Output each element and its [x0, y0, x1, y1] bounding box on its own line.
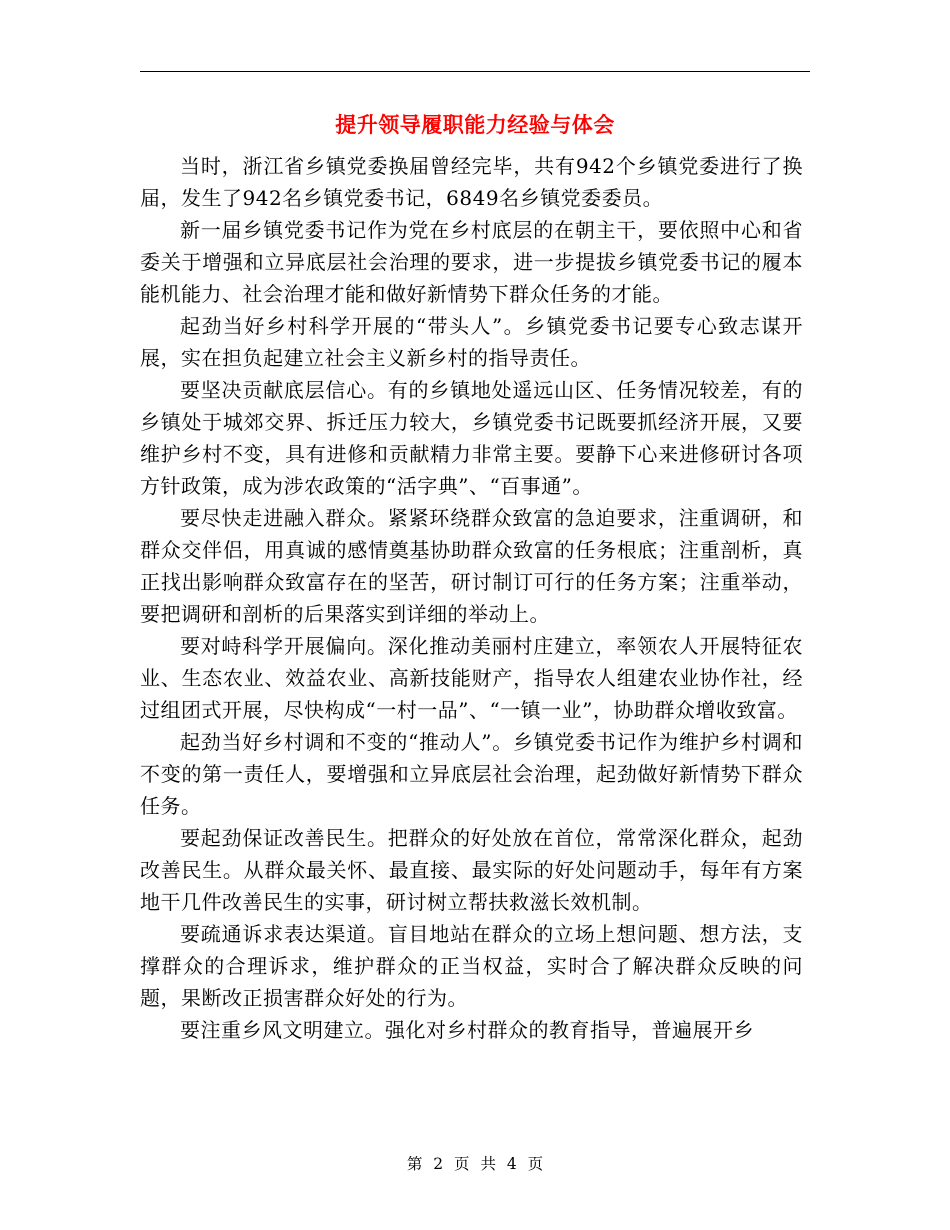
paragraph: 当时，浙江省乡镇党委换届曾经完毕，共有942个乡镇党委进行了换届，发生了942名乡镇党委书记，6849名乡镇党委委员。	[140, 154, 803, 210]
paragraph: 要对峙科学开展偏向。深化推动美丽村庄建立，率领农人开展特征农业、生态农业、效益农业、高新技能财产，指导农人组建农业协作社，经过组团式开展，尽快构成“一村一品”、“一镇一业”，协助群众增收致富。	[140, 634, 803, 722]
paragraph: 要起劲保证改善民生。把群众的好处放在首位，常常深化群众，起劲改善民生。从群众最关怀、最直接、最实际的好处问题动手，每年有方案地干几件改善民生的实事，研讨树立帮扶救滋长效机制。	[140, 826, 803, 914]
paragraph: 起劲当好乡村科学开展的“带头人”。乡镇党委书记要专心致志谋开展，实在担负起建立社会主义新乡村的指导责任。	[140, 314, 803, 370]
page-footer: 第 2 页 共 4 页	[406, 1155, 544, 1173]
document-body	[140, 150, 803, 1046]
paragraph: 起劲当好乡村调和不变的“推动人”。乡镇党委书记作为维护乡村调和不变的第一责任人，要增强和立异底层社会治理，起劲做好新情势下群众任务。	[140, 730, 803, 818]
paragraph: 新一届乡镇党委书记作为党在乡村底层的在朝主干，要依照中心和省委关于增强和立异底层社会治理的要求，进一步提拔乡镇党委书记的履本能机能力、社会治理才能和做好新情势下群众任务的才能。	[140, 218, 803, 306]
paragraph: 要尽快走进融入群众。紧紧环绕群众致富的急迫要求，注重调研，和群众交伴侣，用真诚的感情奠基协助群众致富的任务根底；注重剖析，真正找出影响群众致富存在的坚苦，研讨制订可行的任务方案；注重举动，要把调研和剖析的后果落实到详细的举动上。	[140, 506, 803, 626]
paragraph: 要注重乡风文明建立。强化对乡村群众的教育指导，普遍展开乡	[180, 1018, 754, 1042]
paragraph: 要疏通诉求表达渠道。盲目地站在群众的立场上想问题、想方法，支撑群众的合理诉求，维护群众的正当权益，实时合了解决群众反映的问题，果断改正损害群众好处的行为。	[140, 922, 803, 1010]
paragraph: 要坚决贡献底层信心。有的乡镇地处遥远山区、任务情况较差，有的乡镇处于城郊交界、拆迁压力较大，乡镇党委书记既要抓经济开展，又要维护乡村不变，具有进修和贡献精力非常主要。要静下心来进修研讨各项方针政策，成为涉农政策的“活字典”、“百事通”。	[140, 378, 803, 498]
header-rule	[140, 71, 810, 72]
document-title: 提升领导履职能力经验与体会	[335, 113, 615, 137]
